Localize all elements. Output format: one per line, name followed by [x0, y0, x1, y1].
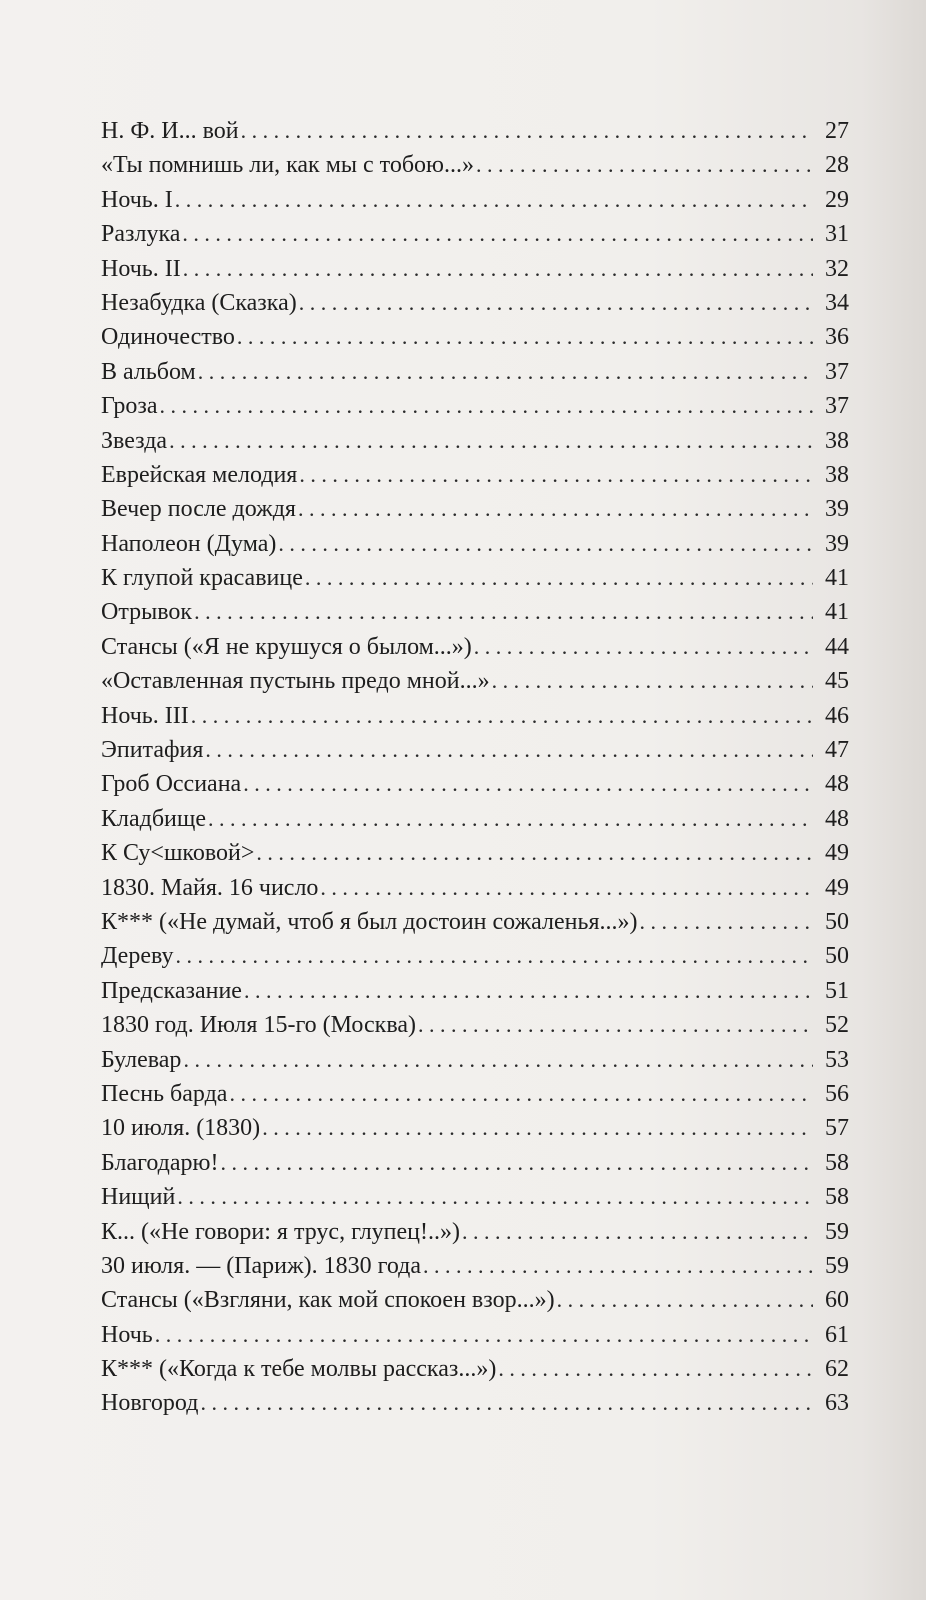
toc-entry-page-number: 47 — [825, 737, 849, 764]
toc-entry-page-number: 57 — [825, 1115, 849, 1142]
toc-entry-title: Булевар — [101, 1046, 182, 1073]
toc-entry — [101, 148, 849, 182]
dot-leader — [262, 1111, 813, 1145]
toc-entry-page-number: 32 — [825, 255, 849, 282]
dot-leader — [498, 1352, 813, 1386]
toc-entry-title: К*** («Не думай, чтоб я был достоин сожаленья...») — [101, 908, 638, 935]
toc-entry-page-number: 36 — [825, 324, 849, 351]
toc-entry-page-number: 29 — [825, 186, 849, 213]
toc-entry — [101, 939, 849, 973]
toc-entry-page-number: 50 — [825, 908, 849, 935]
dot-leader — [639, 905, 813, 939]
toc-entry-title: «Оставленная пустынь предо мной...» — [101, 668, 490, 695]
toc-entry-title: Звезда — [101, 427, 168, 454]
toc-entry-title: Еврейская мелодия — [101, 461, 298, 488]
toc-entry-title: К... («Не говори: я трус, глупец!..») — [101, 1218, 460, 1245]
toc-entry-page-number: 59 — [825, 1252, 849, 1279]
toc-entry-title: 30 июля. — (Париж). 1830 года — [101, 1252, 422, 1279]
toc-entry-title: Ночь. I — [101, 186, 173, 213]
toc-entry — [101, 320, 849, 354]
toc-entry-title: Эпитафия — [101, 737, 204, 764]
toc-entry-page-number: 49 — [825, 840, 849, 867]
dot-leader — [423, 1249, 813, 1283]
toc-entry — [101, 836, 849, 870]
dot-leader — [220, 1146, 813, 1180]
toc-entry-page-number: 58 — [825, 1149, 849, 1176]
dot-leader — [557, 1283, 813, 1317]
toc-entry — [101, 217, 849, 251]
toc-entry-page-number: 58 — [825, 1184, 849, 1211]
toc-entry-page-number: 51 — [825, 977, 849, 1004]
toc-entry-title: «Ты помнишь ли, как мы с тобою...» — [101, 152, 474, 179]
toc-entry-title: Предсказание — [101, 977, 242, 1004]
table-of-contents — [101, 114, 849, 1421]
toc-entry — [101, 1283, 849, 1317]
dot-leader — [160, 389, 814, 423]
dot-leader — [155, 1318, 813, 1352]
dot-leader — [229, 1077, 813, 1111]
toc-entry — [101, 630, 849, 664]
toc-entry-title: Одиночество — [101, 324, 235, 351]
dot-leader — [418, 1008, 813, 1042]
toc-entry — [101, 561, 849, 595]
toc-entry-page-number: 34 — [825, 289, 849, 316]
toc-entry-title: Дереву — [101, 943, 174, 970]
toc-entry — [101, 1386, 849, 1420]
toc-entry-page-number: 44 — [825, 633, 849, 660]
toc-entry-page-number: 63 — [825, 1390, 849, 1417]
dot-leader — [305, 561, 813, 595]
toc-entry — [101, 905, 849, 939]
toc-entry — [101, 286, 849, 320]
toc-entry-page-number: 61 — [825, 1321, 849, 1348]
dot-leader — [476, 148, 813, 182]
toc-entry-title: К Су<шковой> — [101, 840, 255, 867]
toc-entry-title: Вечер после дождя — [101, 496, 296, 523]
toc-entry-title: Наполеон (Дума) — [101, 530, 277, 557]
toc-entry-title: К глупой красавице — [101, 565, 303, 592]
toc-entry — [101, 1180, 849, 1214]
toc-entry-title: Благодарю! — [101, 1149, 219, 1176]
toc-entry-page-number: 48 — [825, 805, 849, 832]
toc-entry — [101, 252, 849, 286]
toc-entry — [101, 1352, 849, 1386]
toc-entry — [101, 802, 849, 836]
toc-entry — [101, 1111, 849, 1145]
toc-entry-title: Новгород — [101, 1390, 199, 1417]
toc-entry — [101, 664, 849, 698]
toc-entry-page-number: 52 — [825, 1012, 849, 1039]
dot-leader — [205, 733, 813, 767]
toc-entry-title: Ночь. II — [101, 255, 181, 282]
toc-entry-page-number: 48 — [825, 771, 849, 798]
dot-leader — [177, 1180, 813, 1214]
toc-entry — [101, 492, 849, 526]
dot-leader — [298, 492, 813, 526]
toc-entry-page-number: 37 — [825, 393, 849, 420]
toc-entry-title: 10 июля. (1830) — [101, 1115, 261, 1142]
toc-entry-page-number: 38 — [825, 427, 849, 454]
toc-entry — [101, 114, 849, 148]
toc-entry-title: Незабудка (Сказка) — [101, 289, 297, 316]
dot-leader — [299, 458, 813, 492]
toc-entry-title: К*** («Когда к тебе молвы рассказ...») — [101, 1356, 497, 1383]
dot-leader — [183, 1043, 813, 1077]
toc-entry — [101, 699, 849, 733]
dot-leader — [169, 424, 813, 458]
toc-entry-title: Песнь барда — [101, 1080, 228, 1107]
toc-entry-title: Ночь. III — [101, 702, 189, 729]
toc-entry-page-number: 50 — [825, 943, 849, 970]
toc-entry-page-number: 38 — [825, 461, 849, 488]
toc-entry-page-number: 41 — [825, 599, 849, 626]
dot-leader — [237, 320, 813, 354]
dot-leader — [278, 527, 813, 561]
toc-entry-page-number: 56 — [825, 1080, 849, 1107]
toc-entry-title: Гроза — [101, 393, 158, 420]
dot-leader — [320, 871, 813, 905]
toc-entry — [101, 355, 849, 389]
toc-entry-page-number: 39 — [825, 496, 849, 523]
toc-entry — [101, 1146, 849, 1180]
toc-entry — [101, 767, 849, 801]
toc-entry-page-number: 37 — [825, 358, 849, 385]
toc-entry-page-number: 46 — [825, 702, 849, 729]
toc-entry-title: Разлука — [101, 221, 181, 248]
toc-entry — [101, 1008, 849, 1042]
toc-entry — [101, 527, 849, 561]
toc-entry — [101, 871, 849, 905]
toc-entry — [101, 1215, 849, 1249]
dot-leader — [299, 286, 813, 320]
toc-entry — [101, 733, 849, 767]
toc-entry-page-number: 28 — [825, 152, 849, 179]
dot-leader — [175, 939, 813, 973]
toc-entry — [101, 1318, 849, 1352]
toc-entry-page-number: 41 — [825, 565, 849, 592]
toc-entry — [101, 424, 849, 458]
toc-entry-page-number: 60 — [825, 1287, 849, 1314]
toc-entry-title: Стансы («Взгляни, как мой спокоен взор...») — [101, 1287, 555, 1314]
toc-entry-title: Отрывок — [101, 599, 193, 626]
toc-entry — [101, 1043, 849, 1077]
toc-entry-title: 1830. Майя. 16 число — [101, 874, 319, 901]
toc-entry — [101, 1249, 849, 1283]
dot-leader — [492, 664, 813, 698]
toc-entry-page-number: 59 — [825, 1218, 849, 1245]
toc-entry-page-number: 45 — [825, 668, 849, 695]
dot-leader — [244, 974, 813, 1008]
toc-entry-page-number: 53 — [825, 1046, 849, 1073]
toc-entry — [101, 595, 849, 629]
toc-entry — [101, 974, 849, 1008]
dot-leader — [241, 114, 813, 148]
toc-entry — [101, 183, 849, 217]
toc-entry-title: Н. Ф. И... вой — [101, 118, 239, 144]
toc-entry-title: Гроб Оссиана — [101, 771, 242, 798]
toc-entry — [101, 389, 849, 423]
dot-leader — [175, 183, 813, 217]
toc-entry-page-number: 39 — [825, 530, 849, 557]
toc-entry — [101, 1077, 849, 1111]
toc-entry-title: 1830 год. Июля 15-го (Москва) — [101, 1012, 416, 1039]
dot-leader — [256, 836, 813, 870]
dot-leader — [182, 217, 813, 251]
toc-entry-page-number: 31 — [825, 221, 849, 248]
dot-leader — [198, 355, 813, 389]
toc-entry — [101, 458, 849, 492]
toc-entry-page-number: 62 — [825, 1356, 849, 1383]
dot-leader — [208, 802, 813, 836]
toc-entry-title: Кладбище — [101, 805, 207, 832]
dot-leader — [243, 767, 813, 801]
toc-entry-page-number: 49 — [825, 874, 849, 901]
dot-leader — [200, 1386, 813, 1420]
toc-entry-title: В альбом — [101, 358, 196, 385]
dot-leader — [194, 595, 813, 629]
dot-leader — [183, 252, 813, 286]
dot-leader — [474, 630, 813, 664]
dot-leader — [191, 699, 813, 733]
dot-leader — [462, 1215, 813, 1249]
toc-entry-title: Нищий — [101, 1184, 176, 1211]
toc-entry-title: Стансы («Я не крушуся о былом...») — [101, 633, 472, 660]
toc-entry-title: Ночь — [101, 1321, 153, 1348]
toc-entry-page-number: 27 — [825, 118, 849, 144]
